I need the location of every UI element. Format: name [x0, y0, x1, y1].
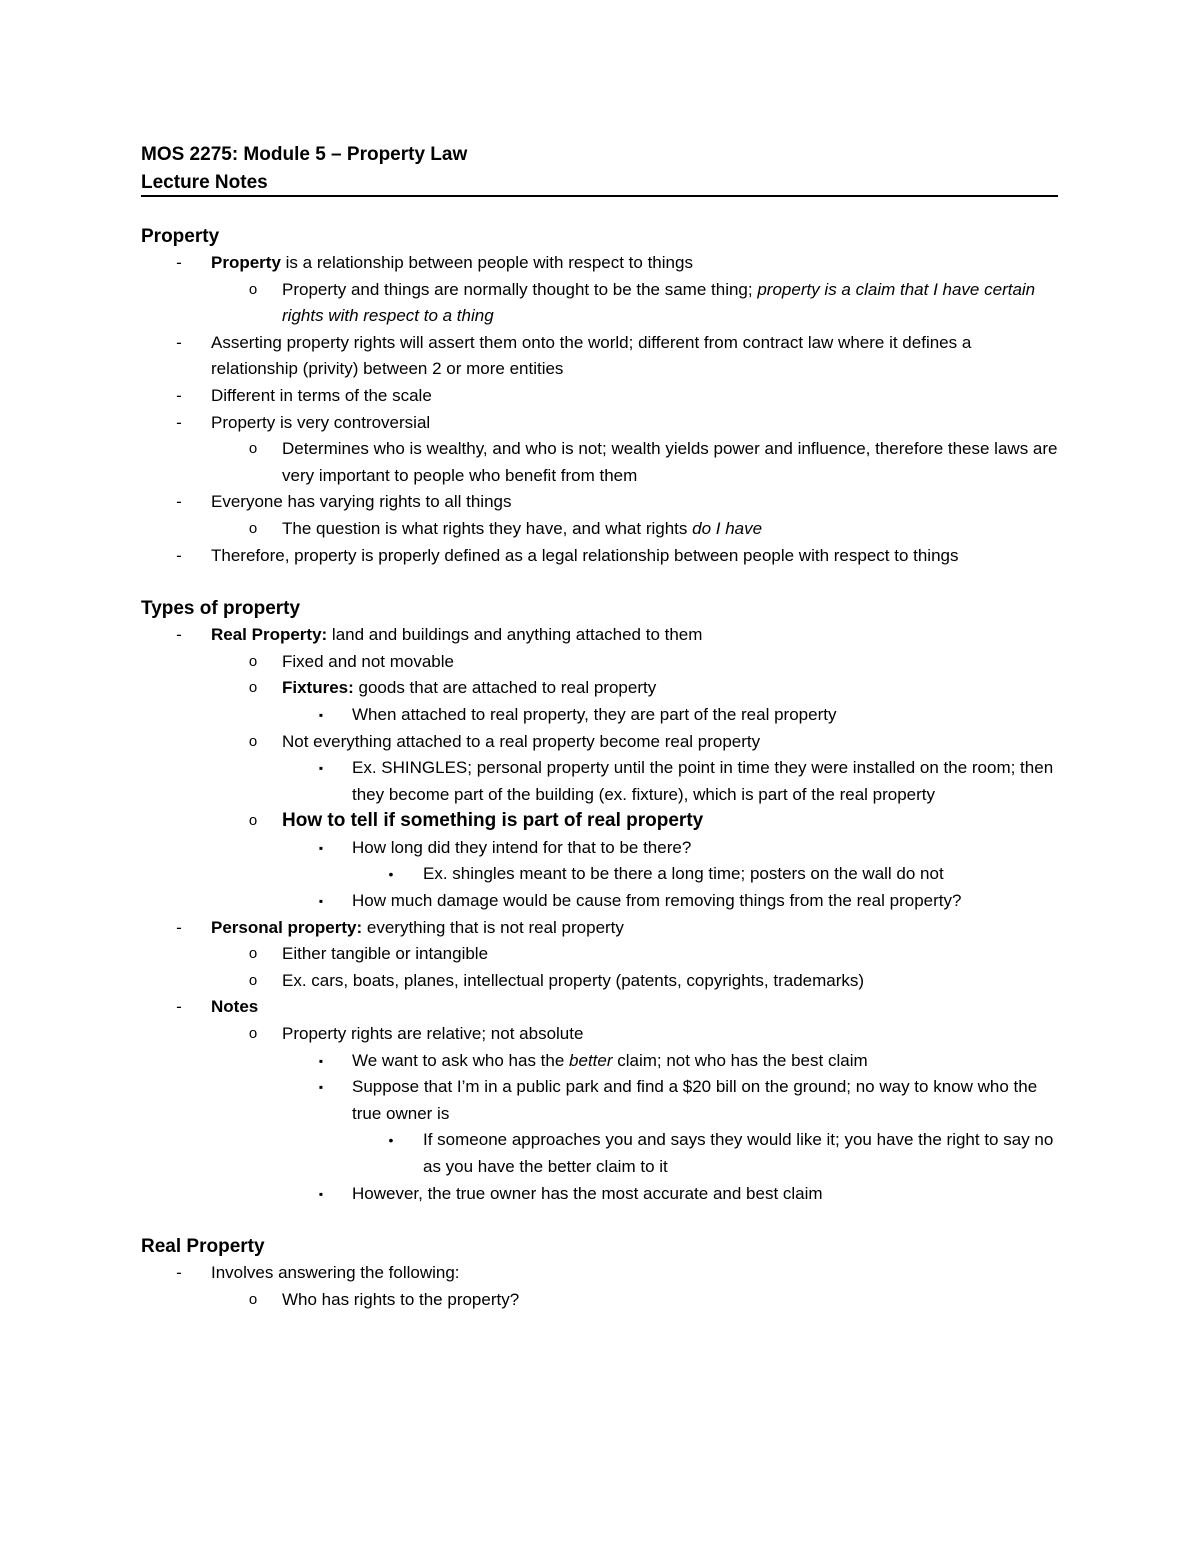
list-item: [141, 729, 1058, 756]
list-item: [141, 755, 1058, 808]
header-divider: [141, 195, 1058, 197]
circle-marker: o: [248, 971, 258, 989]
item-text: Ex. SHINGLES; personal property until the point in time they were installed on the room; then they become part of the building (ex. fixture), which is part of the real property: [352, 758, 1054, 804]
list-item: [141, 649, 1058, 676]
item-text: However, the true owner has the most accurate and best claim: [352, 1183, 823, 1203]
section-title: Types of property: [141, 598, 301, 620]
list-item: [141, 675, 1058, 702]
square-marker: ▪: [318, 707, 324, 722]
bullet-marker: •: [388, 866, 394, 883]
circle-marker: o: [248, 440, 258, 458]
item-italic: better: [569, 1050, 613, 1070]
list-item: [141, 968, 1058, 995]
dash-marker: -: [176, 625, 182, 645]
item-text: Asserting property rights will assert them onto the world; different from contract law where it defines a relationship (privity) between 2 or more entities: [211, 332, 972, 379]
dash-marker: -: [176, 997, 182, 1017]
circle-marker: o: [248, 280, 258, 298]
item-text: If someone approaches you and says they would like it; you have the right to say no as you have the better claim to it: [423, 1130, 1054, 1176]
dash-marker: -: [176, 385, 182, 405]
term-bold: Fixtures:: [282, 678, 354, 698]
item-text: Property is very controversial: [211, 412, 431, 432]
item-text: Therefore, property is properly defined as a legal relationship between people with respect to things: [211, 545, 959, 565]
bullet-marker: •: [388, 1132, 394, 1149]
list-item: [141, 250, 1058, 277]
list-item: [141, 436, 1058, 489]
list-item: [141, 702, 1058, 729]
list-item: [141, 330, 1058, 383]
list-item: [141, 888, 1058, 915]
item-text: Ex. shingles meant to be there a long time; posters on the wall do not: [423, 864, 944, 884]
list-item: [141, 410, 1058, 437]
section-real-property: [141, 1234, 1058, 1313]
list-item: [141, 808, 1058, 835]
list-item: [141, 489, 1058, 516]
item-text: How long did they intend for that to be there?: [352, 837, 692, 857]
item-text: Property and things are normally thought to be the same thing;: [282, 279, 758, 299]
item-italic: do I have: [692, 518, 763, 538]
dash-marker: -: [176, 253, 182, 272]
square-marker: ▪: [318, 840, 324, 855]
item-text: Determines who is wealthy, and who is not; wealth yields power and influence, therefore these laws are very important to people who benefit from them: [282, 439, 1058, 485]
dash-marker: -: [176, 917, 182, 937]
square-marker: ▪: [318, 761, 324, 776]
list-item: [141, 543, 1058, 570]
square-marker: ▪: [318, 1080, 324, 1095]
list-item: [141, 941, 1058, 968]
document-header: [141, 141, 1058, 197]
list-item: [141, 1048, 1058, 1075]
list-item: [141, 1021, 1058, 1048]
section-types-of-property: [141, 596, 1058, 1207]
document-body: [141, 224, 1058, 1340]
term-bold: Property: [211, 253, 281, 272]
list-item: [141, 915, 1058, 942]
item-text: Ex. cars, boats, planes, intellectual property (patents, copyrights, trademarks): [282, 970, 865, 990]
item-text: When attached to real property, they are part of the real property: [352, 704, 837, 724]
square-marker: ▪: [318, 894, 324, 909]
item-text: Property rights are relative; not absolute: [282, 1024, 584, 1044]
list-item: [141, 1287, 1058, 1314]
item-italic: property is a claim that I have certain rights with respect to a thing: [282, 279, 1036, 326]
document-subtitle: Lecture Notes: [141, 172, 268, 193]
circle-marker: o: [248, 945, 258, 963]
list-item: [141, 994, 1058, 1021]
circle-marker: o: [248, 1290, 258, 1308]
item-text: everything that is not real property: [362, 917, 624, 937]
item-text: claim; not who has the best claim: [612, 1050, 868, 1070]
list-item: [141, 1127, 1058, 1180]
list-item: [141, 1181, 1058, 1208]
item-text: Not everything attached to a real property become real property: [282, 731, 761, 751]
item-text: Either tangible or intangible: [282, 944, 489, 964]
list-item: [141, 861, 1058, 888]
dash-marker: -: [176, 492, 182, 512]
circle-marker: o: [248, 652, 258, 670]
item-text: Fixed and not movable: [282, 651, 454, 671]
term-bold: Personal property:: [211, 917, 363, 937]
list-item: [141, 622, 1058, 649]
circle-marker: o: [248, 1025, 258, 1043]
circle-marker: o: [248, 732, 258, 750]
item-text: The question is what rights they have, and what rights: [282, 518, 693, 538]
item-text: land and buildings and anything attached to them: [327, 625, 703, 645]
dash-marker: -: [176, 332, 182, 352]
list-item: [141, 1074, 1058, 1127]
circle-marker: o: [248, 812, 258, 830]
term-bold: Real Property:: [211, 625, 328, 645]
item-text: Involves answering the following:: [211, 1263, 460, 1283]
item-text: Suppose that I’m in a public park and find a $20 bill on the ground; no way to know who the true owner is: [352, 1077, 1038, 1123]
list-item: [141, 516, 1058, 543]
item-text: Everyone has varying rights to all things: [211, 492, 512, 512]
dash-marker: -: [176, 1263, 182, 1283]
section-title: Property: [141, 226, 220, 247]
item-text: We want to ask who has the: [352, 1050, 570, 1070]
item-text: Who has rights to the property?: [282, 1289, 520, 1309]
term-bold: Notes: [211, 997, 259, 1017]
list-item: [141, 835, 1058, 862]
section-title: Real Property: [141, 1236, 265, 1258]
list-item: [141, 383, 1058, 410]
dash-marker: -: [176, 412, 182, 432]
square-marker: ▪: [318, 1186, 324, 1201]
subheading-bold: How to tell if something is part of real property: [282, 810, 704, 832]
document-title: MOS 2275: Module 5 – Property Law: [141, 144, 468, 165]
section-property: [141, 224, 1058, 569]
item-text: Different in terms of the scale: [211, 385, 432, 405]
circle-marker: o: [248, 679, 258, 697]
circle-marker: o: [248, 519, 258, 537]
list-item: [141, 277, 1058, 330]
item-text: How much damage would be cause from removing things from the real property?: [352, 891, 962, 911]
item-text: is a relationship between people with respect to things: [280, 253, 693, 272]
list-item: [141, 1260, 1058, 1287]
square-marker: ▪: [318, 1053, 324, 1068]
dash-marker: -: [176, 545, 182, 565]
item-text: goods that are attached to real property: [353, 678, 657, 698]
